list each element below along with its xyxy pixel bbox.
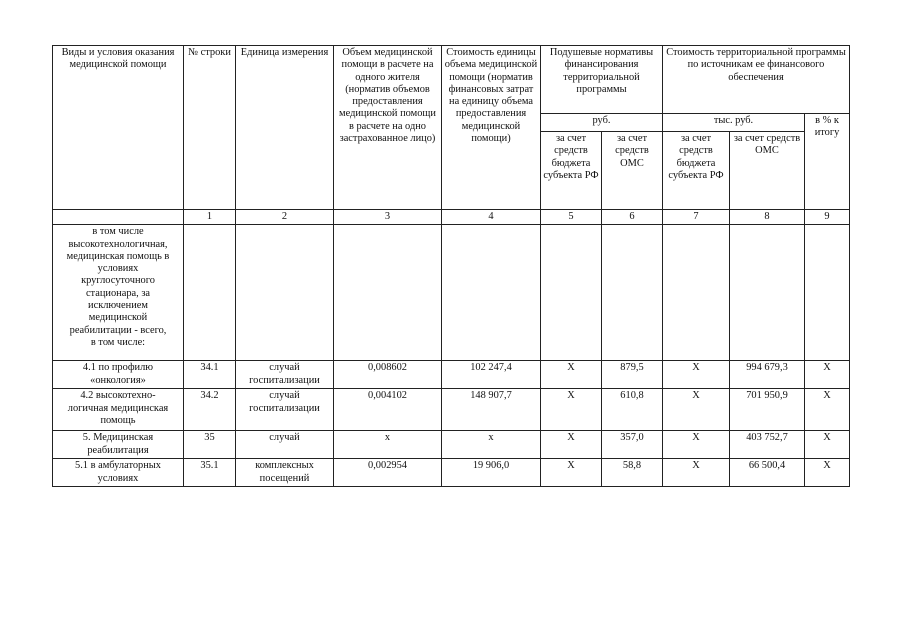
column-number: 6 — [602, 210, 663, 225]
row-name: в том числе высокотехнологичная, медицинская помощь в условиях круглосуточного стационара, за исключением медицинской реабилитации - всего, в том числе: — [53, 225, 184, 361]
column-number: 1 — [184, 210, 236, 225]
column-number-row — [53, 210, 850, 225]
column-number: 5 — [541, 210, 602, 225]
row-c7: Х — [663, 389, 730, 431]
row-c9 — [805, 225, 850, 361]
row-c8: 701 950,9 — [730, 389, 805, 431]
row-cost — [442, 225, 541, 361]
row-name: 4.1 по профилю «онкология» — [53, 361, 184, 389]
column-number: 7 — [663, 210, 730, 225]
row-no — [184, 225, 236, 361]
row-no: 34.1 — [184, 361, 236, 389]
row-volume: 0,002954 — [334, 459, 442, 487]
row-volume: х — [334, 431, 442, 459]
row-unit: комплексных посещений — [236, 459, 334, 487]
header-thous-rub: тыс. руб. — [663, 114, 805, 132]
header-unit: Единица измерения — [236, 46, 334, 210]
row-c7: Х — [663, 361, 730, 389]
row-c7 — [663, 225, 730, 361]
row-no: 35.1 — [184, 459, 236, 487]
column-number: 4 — [442, 210, 541, 225]
row-c6: 879,5 — [602, 361, 663, 389]
row-c8 — [730, 225, 805, 361]
header-program-cost: Стоимость территориальной программы по источникам ее финансового обеспечения — [663, 46, 850, 114]
row-c5: Х — [541, 459, 602, 487]
row-cost: 19 906,0 — [442, 459, 541, 487]
column-number: 2 — [236, 210, 334, 225]
row-c8: 994 679,3 — [730, 361, 805, 389]
header-oms: за счет средств ОМС — [602, 132, 663, 210]
table-row — [53, 431, 850, 459]
header-cost: Стоимость единицы объема медицинской помощи (норматив финансовых затрат на единицу объема предоставления медицинской помощи) — [442, 46, 541, 210]
table-row — [53, 361, 850, 389]
table-row — [53, 225, 850, 361]
column-number: 9 — [805, 210, 850, 225]
row-c6: 357,0 — [602, 431, 663, 459]
header-percapita: Подушевые нормативы финансирования территориальной программы — [541, 46, 663, 114]
row-no: 34.2 — [184, 389, 236, 431]
header-oms-2: за счет средств ОМС — [730, 132, 805, 210]
row-c8: 403 752,7 — [730, 431, 805, 459]
territorial-program-table — [52, 45, 850, 487]
row-cost: 102 247,4 — [442, 361, 541, 389]
row-c5: Х — [541, 431, 602, 459]
row-name: 4.2 высокотехно- логичная медицинская помощь — [53, 389, 184, 431]
row-c9: Х — [805, 459, 850, 487]
header-percent-total: в % к итогу — [805, 114, 850, 210]
column-number: 3 — [334, 210, 442, 225]
row-unit — [236, 225, 334, 361]
header-types: Виды и условия оказания медицинской помощи — [53, 46, 184, 210]
row-c6 — [602, 225, 663, 361]
row-name: 5.1 в амбулаторных условиях — [53, 459, 184, 487]
row-cost: х — [442, 431, 541, 459]
table-row — [53, 459, 850, 487]
row-c7: Х — [663, 459, 730, 487]
row-cost: 148 907,7 — [442, 389, 541, 431]
column-number-empty — [53, 210, 184, 225]
header-row-no: № строки — [184, 46, 236, 210]
row-name: 5. Медицинская реабилитация — [53, 431, 184, 459]
row-c5 — [541, 225, 602, 361]
row-no: 35 — [184, 431, 236, 459]
row-volume — [334, 225, 442, 361]
row-volume: 0,008602 — [334, 361, 442, 389]
header-volume: Объем медицинской помощи в расчете на одного жителя (норматив объемов предоставления медицинской помощи в расчете на одно застрахованное лицо) — [334, 46, 442, 210]
row-volume: 0,004102 — [334, 389, 442, 431]
row-c7: Х — [663, 431, 730, 459]
header-budget-rf: за счет средств бюджета субъекта РФ — [541, 132, 602, 210]
column-number: 8 — [730, 210, 805, 225]
row-unit: случай госпитализации — [236, 361, 334, 389]
table-row — [53, 389, 850, 431]
row-c9: Х — [805, 361, 850, 389]
row-unit: случай госпитализации — [236, 389, 334, 431]
header-rub: руб. — [541, 114, 663, 132]
row-c6: 58,8 — [602, 459, 663, 487]
row-c9: Х — [805, 431, 850, 459]
row-c9: Х — [805, 389, 850, 431]
header-row-1 — [53, 46, 850, 114]
row-c5: Х — [541, 361, 602, 389]
row-c8: 66 500,4 — [730, 459, 805, 487]
row-unit: случай — [236, 431, 334, 459]
row-c5: Х — [541, 389, 602, 431]
header-budget-rf-2: за счет средств бюджета субъекта РФ — [663, 132, 730, 210]
row-c6: 610,8 — [602, 389, 663, 431]
